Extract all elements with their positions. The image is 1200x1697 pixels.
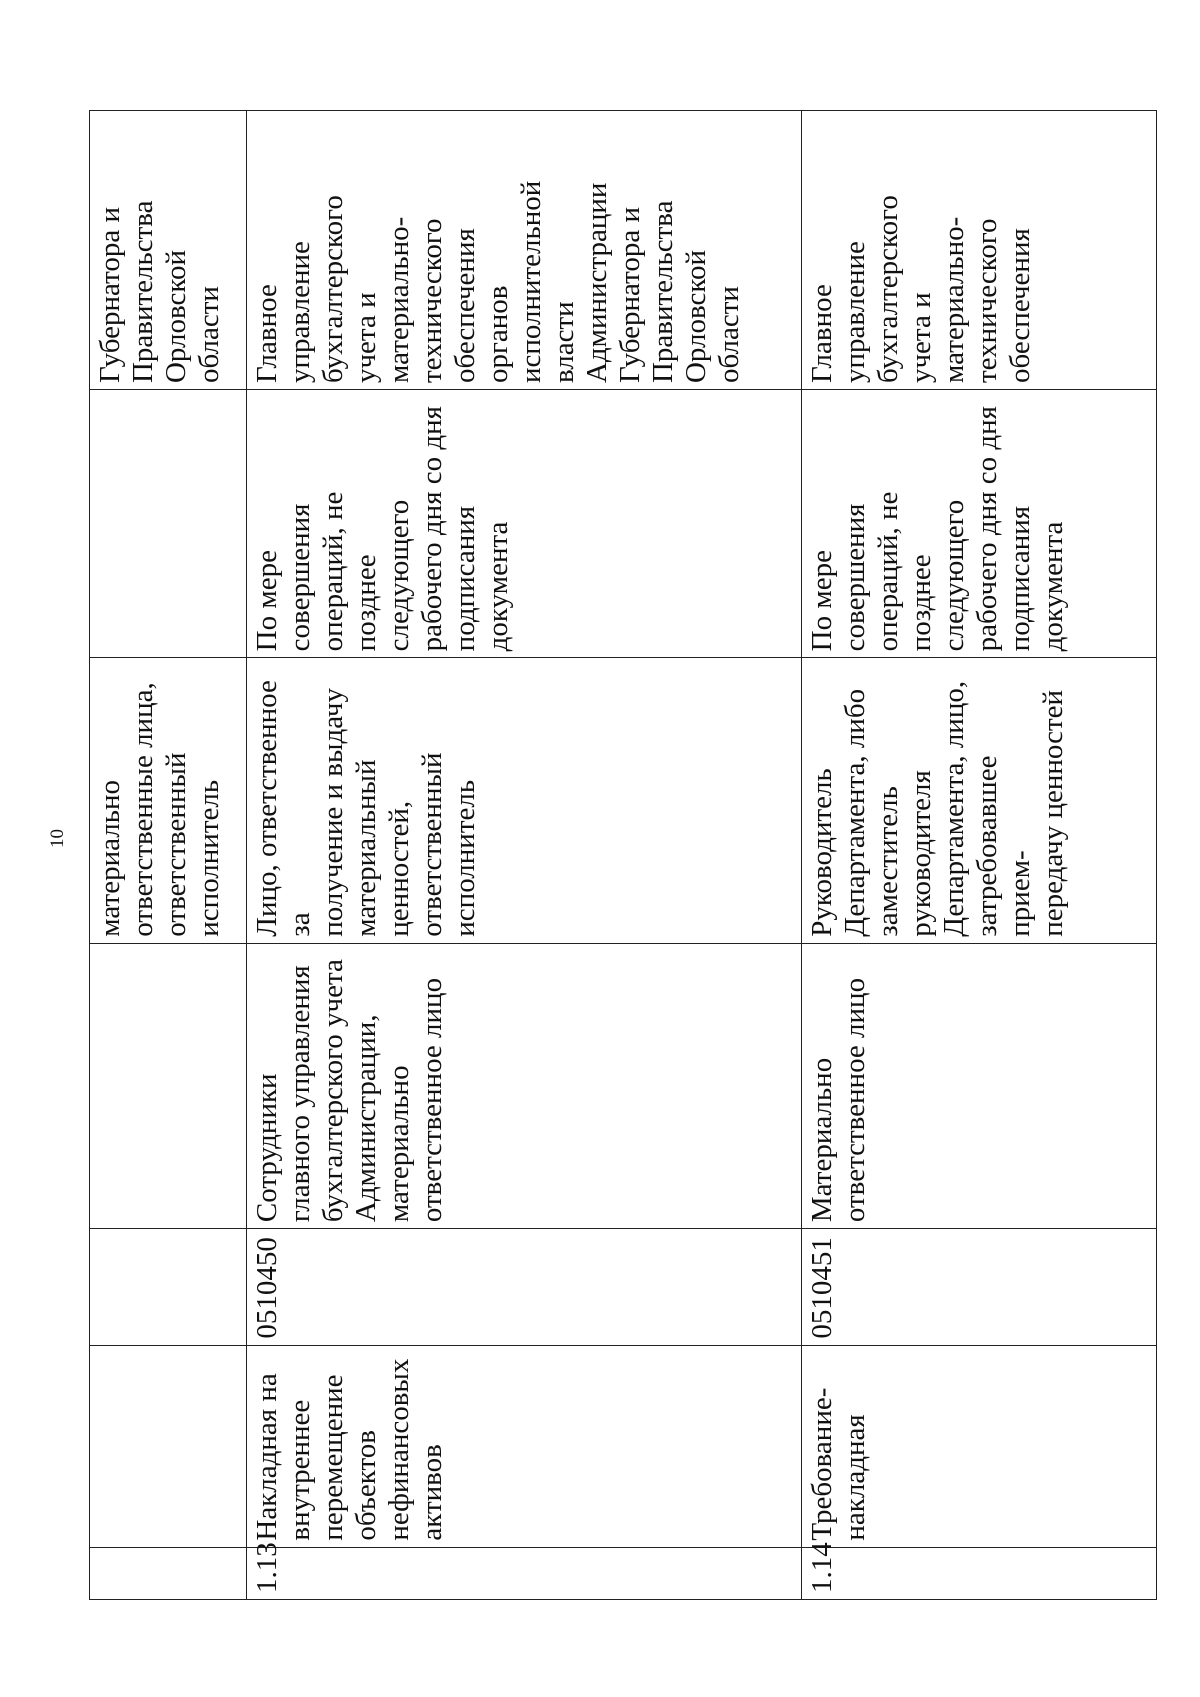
signed-by-cell: Лицо, ответственное за получение и выдачу материальный ценностей, ответственный исполнитель [247,658,802,943]
document-table-rotated [89,110,1129,1600]
document-name-cell [90,1345,247,1547]
row-number-cell: 1.13 [247,1547,802,1599]
compiled-by-cell: Сотрудники главного управления бухгалтерского учета Администрации, материально ответственное лицо [247,943,802,1228]
submitted-to-cell: Главное управление бухгалтерского учета и материально- технического обеспечения органов исполнительной власти Администрации Губернатора и Правительства Орловской области [247,111,802,390]
form-code-cell: 0510451 [802,1229,1157,1346]
table-row [247,111,802,1600]
table-row [90,111,247,1600]
page-number: 10 [47,829,68,848]
table-row [802,111,1157,1600]
form-code-cell [90,1229,247,1346]
compiled-by-cell [90,943,247,1228]
deadline-cell: По мере совершения операций, не позднее следующего рабочего дня со дня подписания документа [802,390,1157,658]
signed-by-cell: материально ответственные лица, ответственный исполнитель [90,658,247,943]
row-number-cell: 1.14 [802,1547,1157,1599]
compiled-by-cell: Материально ответственное лицо [802,943,1157,1228]
document-name-cell: Накладная на внутреннее перемещение объектов нефинансовых активов [247,1345,802,1547]
form-code-cell: 0510450 [247,1229,802,1346]
document-registry-table [89,110,1157,1600]
row-number-cell [90,1547,247,1599]
submitted-to-cell: Главное управление бухгалтерского учета и материально- технического обеспечения [802,111,1157,390]
signed-by-cell: Руководитель Департамента, либо заместитель руководителя Департамента, лицо, затребовавшее прием- передачу ценностей [802,658,1157,943]
deadline-cell [90,390,247,658]
document-name-cell: Требование- накладная [802,1345,1157,1547]
submitted-to-cell: Губернатора и Правительства Орловской области [90,111,247,390]
deadline-cell: По мере совершения операций, не позднее следующего рабочего дня со дня подписания документа [247,390,802,658]
